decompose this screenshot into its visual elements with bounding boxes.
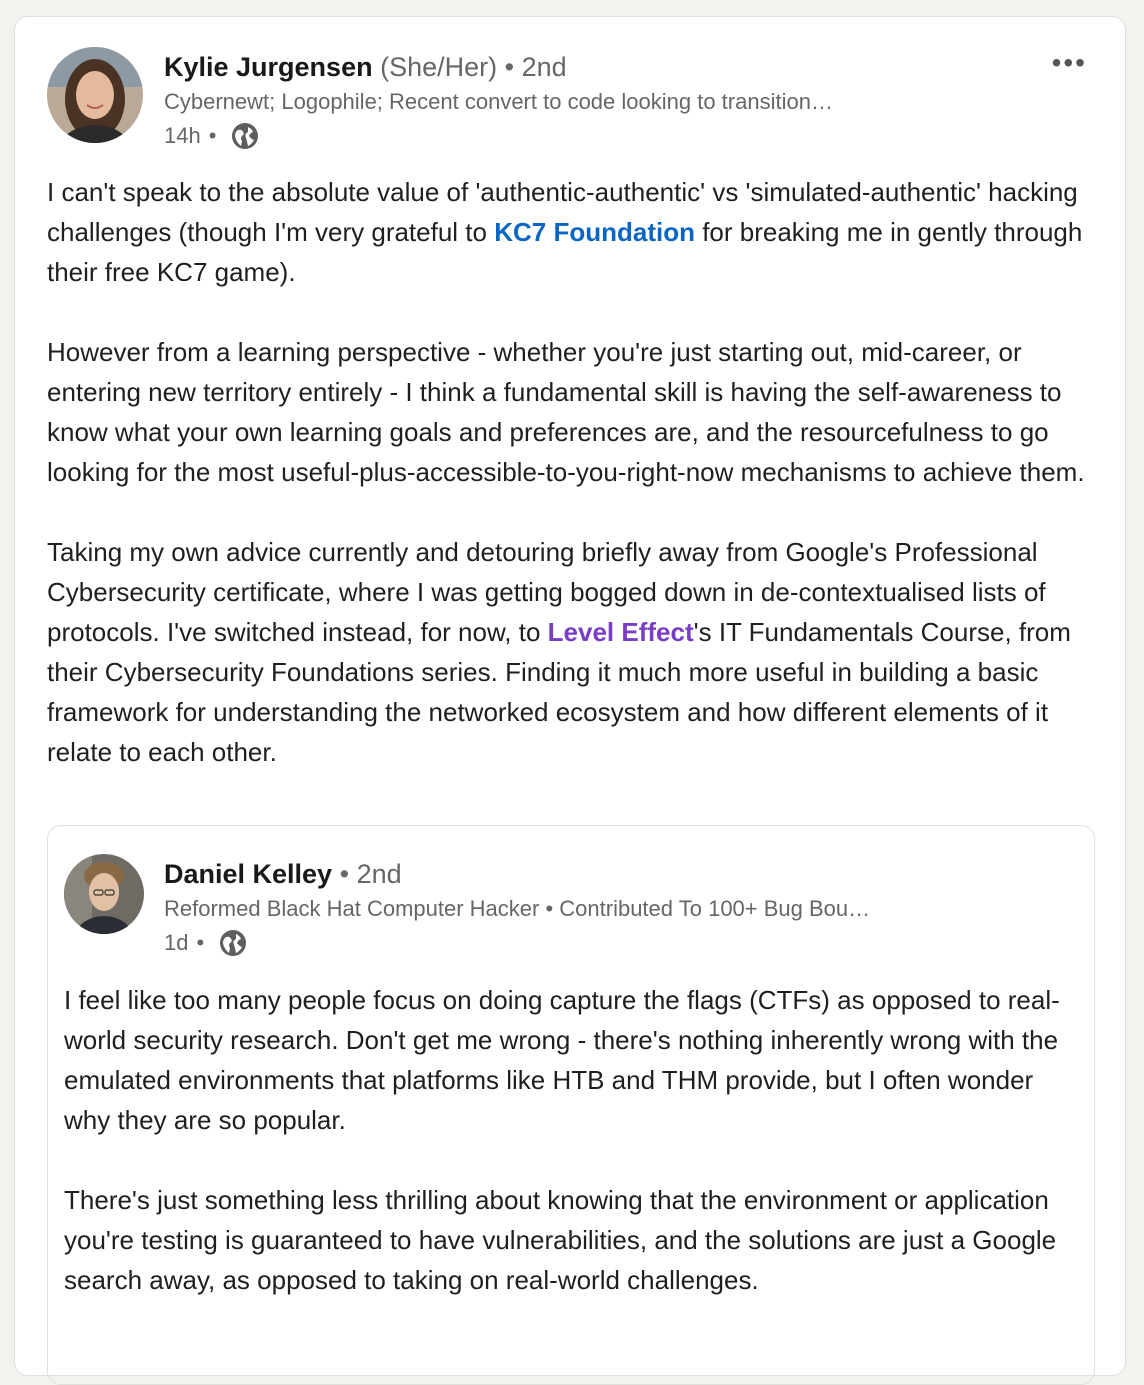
globe-icon bbox=[218, 928, 248, 958]
text: Taking my own advice currently and detouring briefly away from Google's Professional Cybersecurity certificate, where I was getting bogged down in de-contextualised lists of protocols. I've switched instead, for now, to bbox=[47, 537, 1046, 647]
post-paragraph: However from a learning perspective - whether you're just starting out, mid-career, or entering new territory entirely - I think a fundamental skill is having the self-awareness to know what your own learning goals and preferences are, and the resourcefulness to go looking for the most useful-plus-accessible-to-you-right-now mechanisms to achieve them. bbox=[47, 337, 1085, 487]
separator-dot: • bbox=[504, 52, 515, 82]
author-headline: Cybernewt; Logophile; Recent convert to code looking to transition… bbox=[164, 89, 833, 114]
quoted-post-time: 1d bbox=[164, 930, 189, 955]
more-options-icon[interactable]: ••• bbox=[1051, 47, 1087, 78]
kc7-foundation-link[interactable]: KC7 Foundation bbox=[494, 217, 695, 247]
text: I can't speak to the absolute value of 'authentic-authentic' vs 'simulated-authentic' hacking challenges (though I'm very grateful to bbox=[47, 177, 1078, 247]
level-effect-link[interactable]: Level Effect bbox=[547, 617, 694, 647]
text: 's IT Fundamentals Course, from their Cybersecurity Foundations series. Finding it much more useful in building a basic framework for understanding the networked ecosystem and how different elements of it relate to each other. bbox=[47, 617, 1071, 767]
connection-degree: 2nd bbox=[521, 52, 567, 82]
text: for breaking me in gently through their free KC7 game). bbox=[47, 217, 1083, 287]
quoted-author-avatar[interactable] bbox=[64, 854, 144, 934]
separator-dot: • bbox=[196, 930, 205, 955]
connection-degree: 2nd bbox=[356, 859, 402, 889]
quoted-paragraph: I feel like too many people focus on doing capture the flags (CTFs) as opposed to real-world security research. Don't get me wrong - there's nothing inherently wrong with the emulated environments that platforms like HTB and THM provide, but I often wonder why they are so popular. bbox=[64, 985, 1060, 1135]
post-card bbox=[14, 16, 1126, 1376]
quoted-author-headline: Reformed Black Hat Computer Hacker • Contributed To 100+ Bug Bou… bbox=[164, 896, 871, 921]
post-paragraph bbox=[47, 172, 1102, 292]
author-avatar[interactable] bbox=[47, 47, 143, 143]
quoted-paragraph: There's just something less thrilling about knowing that the environment or application you're testing is guaranteed to have vulnerabilities, and the solutions are just a Google search away, as opposed to taking on real-world challenges. bbox=[64, 1185, 1057, 1295]
post-body bbox=[47, 172, 1102, 812]
globe-icon bbox=[230, 121, 260, 151]
separator-dot: • bbox=[339, 859, 350, 889]
quoted-author-name[interactable]: Daniel Kelley bbox=[164, 859, 333, 889]
author-pronouns: (She/Her) bbox=[380, 52, 498, 82]
quoted-post-body bbox=[64, 980, 1074, 1340]
separator-dot: • bbox=[208, 123, 217, 148]
post-time: 14h bbox=[164, 123, 201, 148]
post-paragraph bbox=[47, 532, 1102, 772]
quoted-post[interactable] bbox=[47, 825, 1095, 1385]
author-name[interactable]: Kylie Jurgensen bbox=[164, 52, 373, 82]
